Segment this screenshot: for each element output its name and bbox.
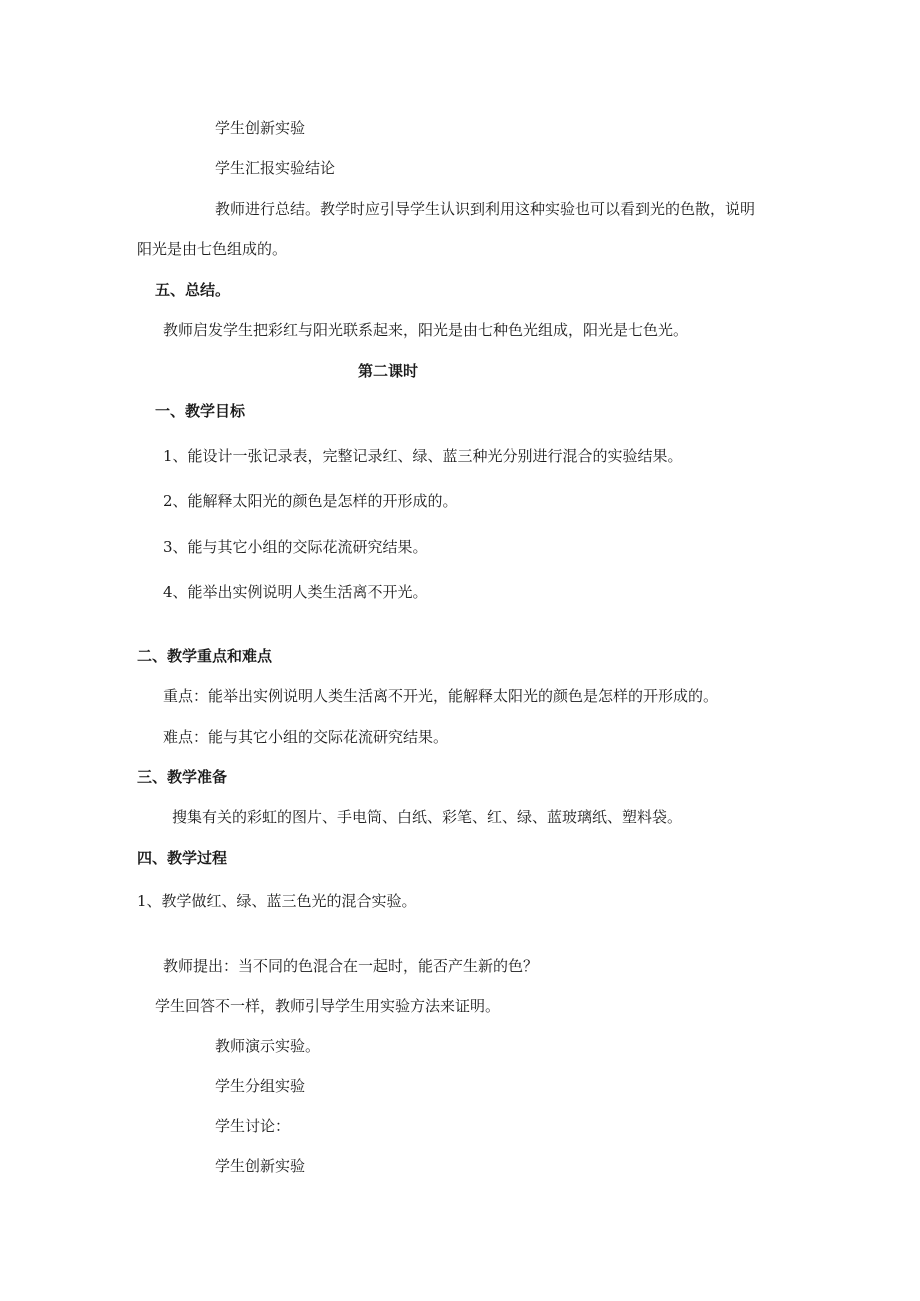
text-line: 学生回答不一样，教师引导学生用实验方法来证明。 [155,997,501,1015]
list-item: 4、能举出实例说明人类生活离不开光。 [163,583,428,601]
text-line: 1、教学做红、绿、蓝三色光的混合实验。 [137,892,417,910]
text-line: 难点：能与其它小组的交际花流研究结果。 [163,728,449,746]
text-line: 学生讨论： [215,1117,291,1135]
text-line: 搜集有关的彩虹的图片、手电筒、白纸、彩笔、红、绿、蓝玻璃纸、塑料袋。 [172,808,683,826]
section-heading: 一、教学目标 [155,402,246,420]
section-heading: 四、教学过程 [137,849,228,867]
list-item: 3、能与其它小组的交际花流研究结果。 [163,538,428,556]
lesson-heading: 第二课时 [358,362,419,380]
text-line: 学生创新实验 [215,119,306,137]
text-line: 教师演示实验。 [215,1037,321,1055]
section-heading: 二、教学重点和难点 [137,647,273,665]
text-line: 学生分组实验 [215,1077,306,1095]
text-line: 教师提出：当不同的色混合在一起时，能否产生新的色？ [163,957,539,975]
text-line: 重点：能举出实例说明人类生活离不开光，能解释太阳光的颜色是怎样的开形成的。 [163,687,719,705]
text-line: 教师进行总结。教学时应引导学生认识到利用这种实验也可以看到光的色散，说明 [215,200,756,218]
section-heading: 三、教学准备 [137,768,228,786]
text-line: 阳光是由七色组成的。 [137,240,288,258]
text-line: 学生创新实验 [215,1157,306,1175]
list-item: 2、能解释太阳光的颜色是怎样的开形成的。 [163,492,458,510]
text-line: 学生汇报实验结论 [215,159,336,177]
text-line: 教师启发学生把彩红与阳光联系起来，阳光是由七种色光组成，阳光是七色光。 [163,321,689,339]
list-item: 1、能设计一张记录表，完整记录红、绿、蓝三种光分别进行混合的实验结果。 [163,447,683,465]
section-heading: 五、总结。 [155,281,231,299]
